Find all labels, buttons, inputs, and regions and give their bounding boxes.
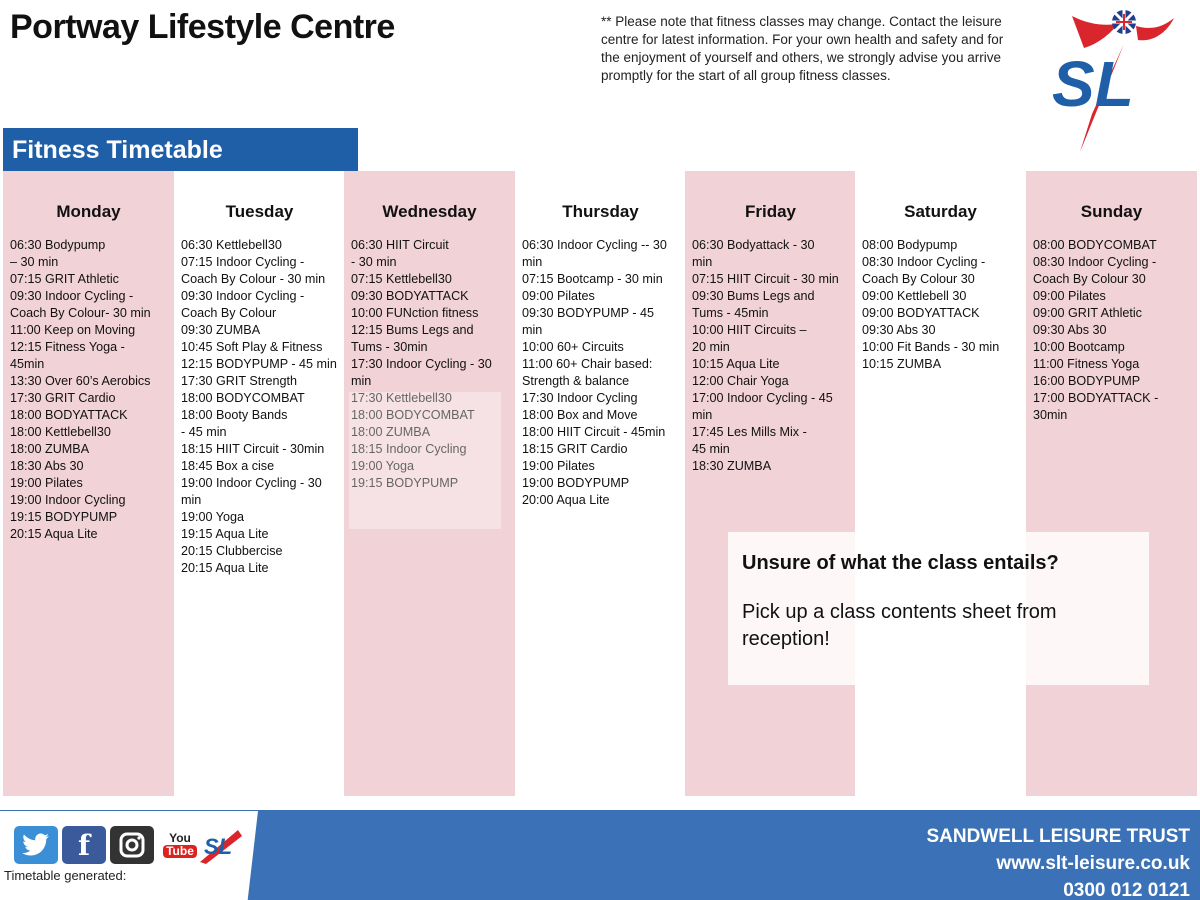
class-entry: 06:30 HIIT Circuit [351, 238, 449, 252]
class-entry: 10:45 Soft Play & Fitness [181, 340, 323, 354]
class-list [862, 237, 1024, 373]
class-entry: 17:45 Les Mills Mix - [692, 425, 807, 439]
day-column-sunday [1026, 171, 1197, 796]
class-entry: 09:30 BODYATTACK [351, 289, 469, 303]
class-entry: 17:00 BODYATTACK - [1033, 391, 1159, 405]
class-entry: 18:30 Abs 30 [10, 459, 84, 473]
day-heading: Friday [744, 202, 797, 221]
class-entry: 09:00 BODYATTACK [862, 306, 980, 320]
class-entry: 09:00 Kettlebell 30 [862, 289, 967, 303]
day-column-tuesday [174, 171, 345, 796]
class-entry: 12:15 BODYPUMP - 45 min [181, 357, 337, 371]
class-entry: 19:15 BODYPUMP [10, 510, 118, 524]
day-column-saturday [855, 171, 1026, 796]
class-entry: Coach By Colour - 30 min [181, 272, 326, 286]
class-entry: 17:30 Indoor Cycling [522, 391, 638, 405]
class-entry: 30min [1033, 408, 1068, 422]
class-list [10, 237, 172, 543]
class-entry: 19:15 Aqua Lite [181, 527, 269, 541]
class-entry: - 45 min [181, 425, 227, 439]
class-entry: 20:15 Aqua Lite [10, 527, 98, 541]
class-entry: 10:00 FUNction fitness [351, 306, 479, 320]
svg-text:SL: SL [204, 834, 233, 859]
class-entry: Tums - 45min [692, 306, 769, 320]
class-entry: 09:30 BODYPUMP - 45 [522, 306, 655, 320]
class-entry: min [692, 408, 713, 422]
class-entry: 18:00 ZUMBA [351, 425, 431, 439]
class-entry: 18:00 BODYATTACK [10, 408, 128, 422]
class-entry: 18:15 HIIT Circuit - 30min [181, 442, 325, 456]
day-column-friday [685, 171, 856, 796]
youtube-tube-text: Tube [163, 845, 197, 858]
facebook-icon[interactable]: f [62, 826, 106, 864]
class-entry: 09:00 GRIT Athletic [1033, 306, 1142, 320]
fitness-timetable-tab: Fitness Timetable [3, 128, 358, 172]
day-column-monday [3, 171, 174, 796]
class-entry: 19:00 Indoor Cycling [10, 493, 126, 507]
class-entry: min [692, 255, 713, 269]
class-entry: Tums - 30min [351, 340, 428, 354]
class-entry: – 30 min [10, 255, 59, 269]
class-entry: 08:00 BODYCOMBAT [1033, 238, 1157, 252]
class-entry: 07:15 Kettlebell30 [351, 272, 452, 286]
class-entry: 13:30 Over 60’s Aerobics [10, 374, 151, 388]
day-heading: Sunday [1080, 202, 1143, 221]
class-entry: 45 min [692, 442, 730, 456]
class-entry: 19:00 Pilates [522, 459, 595, 473]
class-entry: 17:30 Indoor Cycling - 30 [351, 357, 492, 371]
class-entry: 09:00 Pilates [522, 289, 595, 303]
class-entry: 09:00 Pilates [1033, 289, 1106, 303]
svg-text:SL: SL [1052, 48, 1134, 120]
day-heading: Saturday [904, 202, 977, 221]
class-entry: 10:15 Aqua Lite [692, 357, 780, 371]
class-entry: 19:00 Yoga [351, 459, 415, 473]
class-entry: 08:30 Indoor Cycling - [862, 255, 986, 269]
class-entry: 10:00 Bootcamp [1033, 340, 1125, 354]
class-entry: 19:15 BODYPUMP [351, 476, 459, 490]
class-entry: 20:00 Aqua Lite [522, 493, 610, 507]
class-entry: 16:00 BODYPUMP [1033, 374, 1141, 388]
class-entry: 18:45 Box a cise [181, 459, 275, 473]
class-entry: 18:00 ZUMBA [10, 442, 90, 456]
class-entry: - 30 min [351, 255, 397, 269]
class-entry: min [351, 374, 372, 388]
day-heading: Thursday [562, 202, 639, 221]
day-heading: Tuesday [225, 202, 294, 221]
slt-icon[interactable] [198, 826, 242, 864]
class-entry: 08:00 Bodypump [862, 238, 958, 252]
notice-text: ** Please note that fitness classes may change. Contact the leisure centre for latest information. For your own health and safety and for the enjoyment of yourself and others, we strongly advise you arrive promptly for the start of all group fitness classes. [601, 14, 1004, 83]
class-entry: 18:15 Indoor Cycling [351, 442, 467, 456]
info-question: Unsure of what the class entails? [742, 552, 1059, 574]
class-entry: 17:30 Kettlebell30 [351, 391, 452, 405]
class-entry: 12:00 Chair Yoga [692, 374, 789, 388]
class-entry: 11:00 Keep on Moving [10, 323, 136, 337]
class-entry: 19:00 Indoor Cycling - 30 [181, 476, 322, 490]
class-entry: min [522, 255, 543, 269]
class-entry: 17:30 GRIT Cardio [10, 391, 116, 405]
class-entry: 11:00 Fitness Yoga [1033, 357, 1140, 371]
class-entry: 06:30 Bodypump [10, 238, 106, 252]
website-link[interactable]: www.slt-leisure.co.uk [996, 853, 1190, 874]
class-entry: Strength & balance [522, 374, 630, 388]
class-entry: 19:00 Pilates [10, 476, 83, 490]
class-entry: 10:00 HIIT Circuits – [692, 323, 807, 337]
class-list [692, 237, 854, 475]
class-entry: 11:00 60+ Chair based: [522, 357, 653, 371]
class-entry: 09:30 Indoor Cycling - [10, 289, 134, 303]
info-answer: Pick up a class contents sheet from reception! [742, 601, 1057, 650]
class-entry: 18:00 Kettlebell30 [10, 425, 111, 439]
class-entry: Coach By Colour- 30 min [10, 306, 151, 320]
phone-number: 0300 012 0121 [1063, 880, 1190, 900]
class-entry: Coach By Colour 30 [862, 272, 975, 286]
instagram-icon[interactable] [110, 826, 154, 864]
twitter-icon[interactable] [14, 826, 58, 864]
class-list [1033, 237, 1195, 424]
class-entry: 18:00 BODYCOMBAT [181, 391, 305, 405]
class-list [181, 237, 343, 577]
class-entry: Coach By Colour [181, 306, 277, 320]
class-entry: 06:30 Bodyattack - 30 [692, 238, 815, 252]
faded-overlay [349, 392, 501, 529]
class-entry: 19:00 BODYPUMP [522, 476, 630, 490]
day-heading: Wednesday [382, 202, 477, 221]
class-list [522, 237, 684, 509]
class-entry: 18:15 GRIT Cardio [522, 442, 628, 456]
class-entry: 10:15 ZUMBA [862, 357, 942, 371]
class-entry: 19:00 Yoga [181, 510, 245, 524]
class-entry: Coach By Colour 30 [1033, 272, 1146, 286]
class-entry: 20:15 Clubbercise [181, 544, 283, 558]
page-title: Portway Lifestyle Centre [10, 8, 395, 46]
class-entry: 07:15 GRIT Athletic [10, 272, 119, 286]
class-entry: 12:15 Fitness Yoga - [10, 340, 125, 354]
youtube-icon[interactable] [158, 826, 202, 864]
class-entry: 18:30 ZUMBA [692, 459, 772, 473]
class-entry: 06:30 Kettlebell30 [181, 238, 282, 252]
class-entry: 20:15 Aqua Lite [181, 561, 269, 575]
class-entry: 18:00 Box and Move [522, 408, 638, 422]
class-entry: 06:30 Indoor Cycling -- 30 [522, 238, 667, 252]
class-entry: 07:15 HIIT Circuit - 30 min [692, 272, 839, 286]
youtube-you-text: You [169, 831, 191, 845]
timetable-generated-label: Timetable generated: [4, 868, 127, 883]
class-entry: 07:15 Indoor Cycling - [181, 255, 305, 269]
class-entry: min [181, 493, 202, 507]
class-entry: 07:15 Bootcamp - 30 min [522, 272, 663, 286]
org-name: SANDWELL LEISURE TRUST [926, 826, 1190, 847]
day-heading: Monday [56, 202, 121, 221]
slt-logo [1040, 4, 1180, 154]
class-entry: 10:00 Fit Bands - 30 min [862, 340, 1000, 354]
class-entry: min [522, 323, 543, 337]
class-entry: 10:00 60+ Circuits [522, 340, 624, 354]
trust-contact [926, 823, 1190, 900]
class-entry: 45min [10, 357, 45, 371]
class-entry: 18:00 HIIT Circuit - 45min [522, 425, 666, 439]
class-entry: 18:00 Booty Bands [181, 408, 288, 422]
class-entry: 09:30 ZUMBA [181, 323, 261, 337]
day-column-thursday [515, 171, 686, 796]
class-entry: 17:00 Indoor Cycling - 45 [692, 391, 833, 405]
class-entry: 17:30 GRIT Strength [181, 374, 297, 388]
class-entry: 09:30 Abs 30 [862, 323, 936, 337]
info-box [728, 532, 1149, 685]
class-entry: 18:00 BODYCOMBAT [351, 408, 475, 422]
class-entry: 08:30 Indoor Cycling - [1033, 255, 1157, 269]
class-entry: 20 min [692, 340, 730, 354]
class-entry: 12:15 Bums Legs and [351, 323, 474, 337]
class-entry: 09:30 Abs 30 [1033, 323, 1107, 337]
class-entry: 09:30 Indoor Cycling - [181, 289, 305, 303]
class-entry: 09:30 Bums Legs and [692, 289, 815, 303]
